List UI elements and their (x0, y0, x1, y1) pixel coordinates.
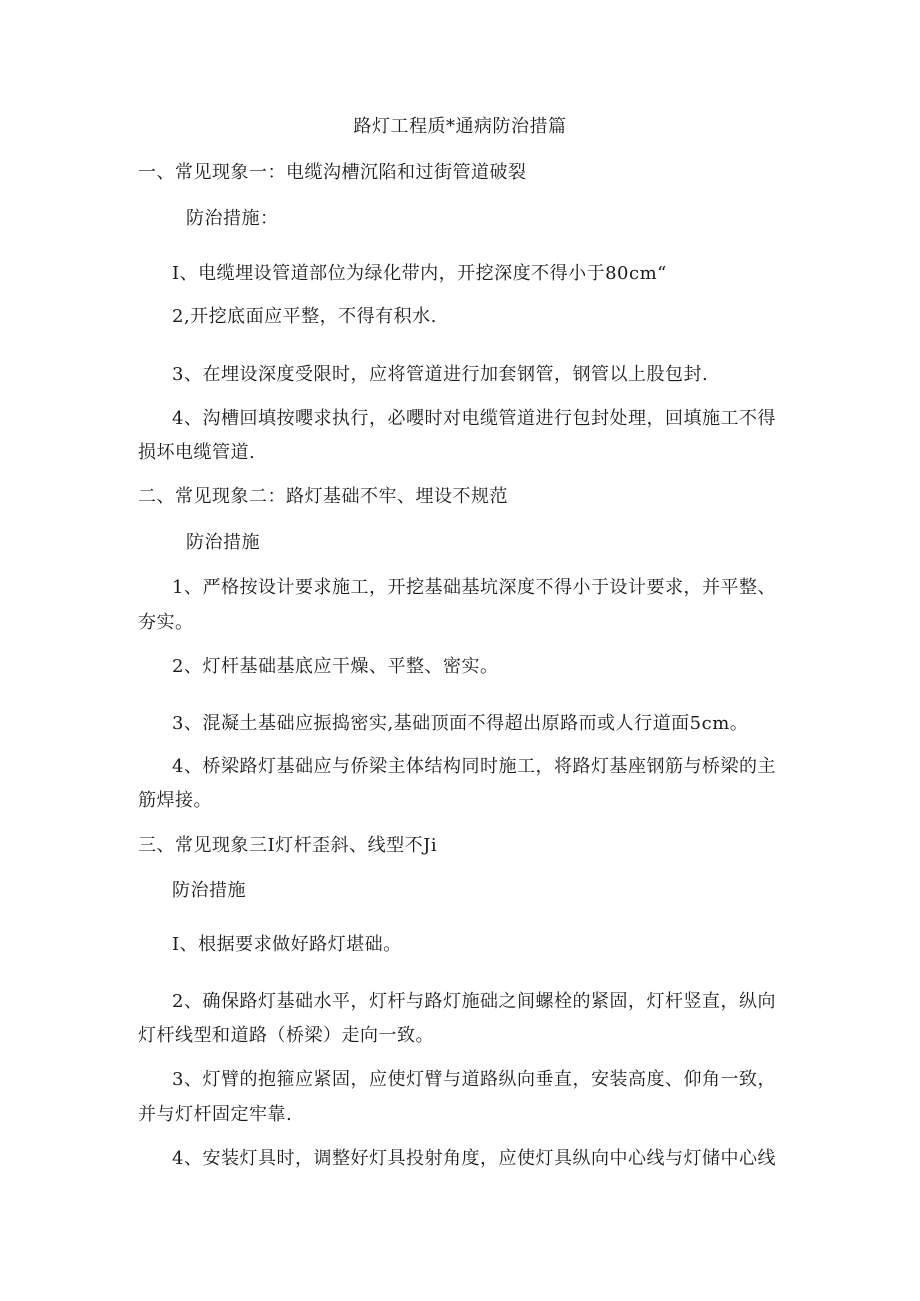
section-3-item-2-line-2: 灯杆线型和道路（桥梁）走向一致。 (138, 1025, 434, 1046)
section-3-item-4-line-1: 4、安装灯具时，调整好灯具投射角度，应使灯具纵向中心线与灯储中心线 (172, 1148, 776, 1169)
section-3-item-3-line-1: 3、灯臂的抱箍应紧固，应使灯臂与道路纵向垂直，安装高度、仰角一致， (172, 1069, 776, 1090)
section-1-item-1: I、电缆埋设管道部位为绿化带内，开挖深度不得小于80cm“ (172, 263, 667, 284)
section-2-measures-label: 防治措施 (186, 532, 260, 553)
section-2-item-4-line-1: 4、桥梁路灯基础应与侨梁主体结构同时施工，将路灯基座钢筋与桥梁的主 (172, 756, 776, 777)
section-1-item-4-line-2: 损坏电缆管道. (138, 442, 256, 463)
section-2-item-1-line-2: 夯实。 (138, 612, 194, 633)
section-2-item-2: 2、灯杆基础基底应干燥、平整、密实。 (172, 656, 499, 677)
section-1-item-4-line-1: 4、沟槽回填按嚶求执行，必嚶时对电缆管道进行包封处理，回填施工不得 (172, 408, 776, 429)
section-3-item-2-line-1: 2、确保路灯基础水平，灯杆与路灯施础之间螺栓的紧固，灯杆竖直，纵向 (172, 991, 776, 1012)
document-title: 路灯工程质*通病防治措篇 (353, 116, 567, 137)
section-3-item-1: I、根据要求做好路灯堪础。 (172, 934, 402, 955)
section-3-measures-label: 防治措施 (172, 880, 246, 901)
section-2-item-1-line-1: 1、严格按设计要求施工，开挖基础基坑深度不得小于设计要求，并平整、 (172, 577, 776, 598)
section-3-heading: 三、常见现象三I灯杆歪斜、线型不Ji (138, 835, 438, 856)
section-2-heading: 二、常见现象二：路灯基础不牢、埋设不规范 (138, 486, 508, 507)
section-2-item-3: 3、混凝土基础应振捣密实,基础顶面不得超出原路而或人行道面5cm。 (172, 713, 749, 734)
section-3-item-3-line-2: 并与灯杆固定牢靠. (138, 1104, 293, 1125)
section-2-item-4-line-2: 筋焊接。 (138, 790, 212, 811)
section-1-heading: 一、常见现象一：电缆沟槽沉陷和过街管道破裂 (138, 162, 527, 183)
section-1-item-2: 2,开挖底面应平整，不得有积水. (172, 306, 437, 327)
section-1-measures-label: 防治措施： (186, 208, 279, 229)
section-1-item-3: 3、在埋设深度受限时，应将管道进行加套钢管，钢管以上股包封. (172, 364, 709, 385)
